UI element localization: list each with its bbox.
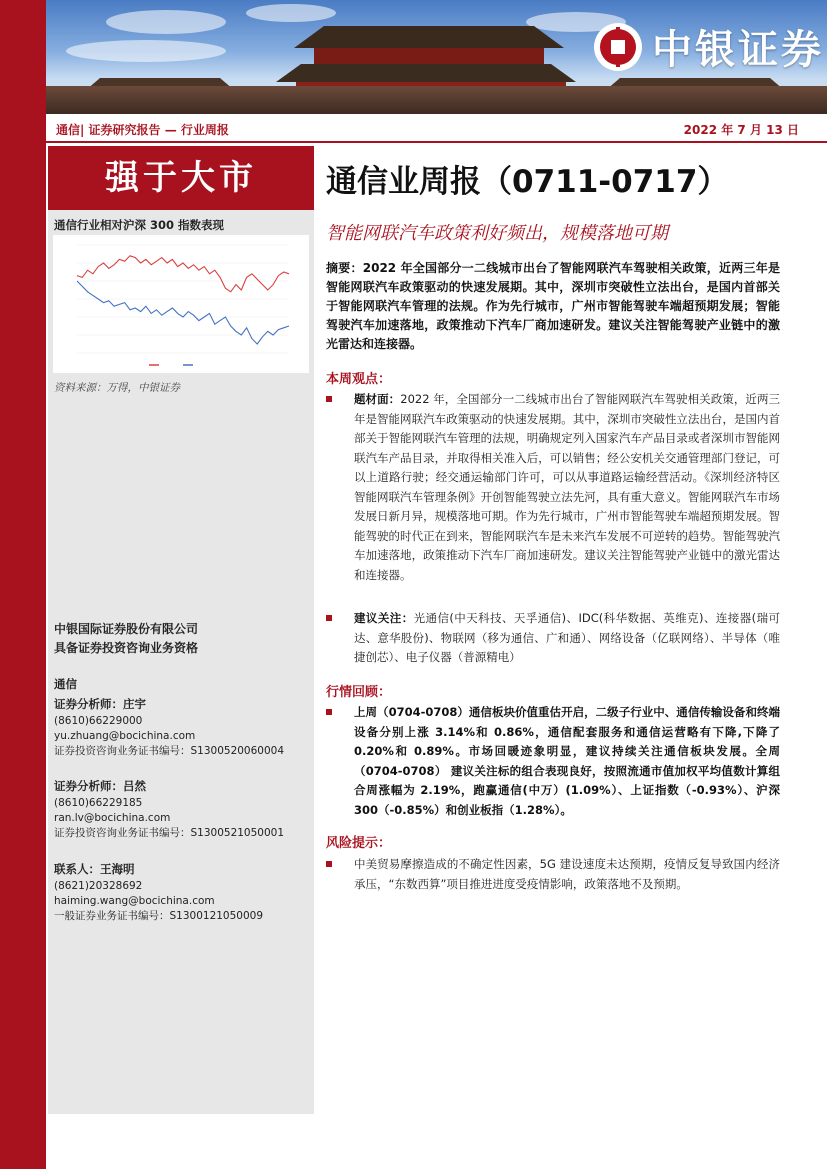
analyst-phone: (8610)66229000	[54, 715, 143, 727]
views-heading: 本周观点：	[326, 372, 392, 387]
contact-phone: (8621)20328692	[54, 880, 143, 892]
contact-cert: 一般证券业务证书编号：S1300121050009	[54, 910, 264, 922]
bullet-square-icon	[326, 861, 332, 867]
left-red-bar	[0, 0, 46, 1169]
rating-badge: 强于大市	[48, 146, 314, 210]
risk-body: 中美贸易摩擦造成的不确定性因素，5G 建设速度未达预期，疫情反复导致国内经济承压，“东数西算”项目推进进度受疫情影响，政策落地不及预期。	[354, 857, 780, 891]
performance-chart	[53, 235, 309, 373]
report-summary: 摘要：2022 年全国部分一二线城市出台了智能网联汽车驾驶相关政策，近两三年是智能网联汽车政策驱动的快速发展期。其中，深圳市突破性立法出台，是国内首部关于智能网联汽车管理的法规。作为先行城市，广州市智能驾驶车端超预期发展；智能驾驶汽车加速落地，政策推动下汽车厂商加速研发。建议关注智能驾驶产业链中的激光雷达和连接器。	[326, 261, 780, 351]
analyst-card	[54, 779, 284, 841]
analyst-title: 证券分析师：吕然	[54, 779, 146, 793]
bullet-square-icon	[326, 709, 332, 715]
risk-item	[326, 855, 780, 894]
sector-label: 通信	[54, 677, 77, 691]
chart-title: 通信行业相对沪深 300 指数表现	[54, 218, 225, 232]
report-category: 通信| 证券研究报告 — 行业周报	[56, 123, 229, 137]
view-lead: 题材面：	[354, 392, 401, 406]
analyst-phone: (8610)66229185	[54, 797, 143, 809]
logo-text: 中银证券	[652, 27, 824, 73]
report-meta-bar	[46, 117, 827, 143]
view-item-recommend	[326, 609, 780, 668]
market-heading: 行情回顾：	[326, 685, 392, 700]
contact-title: 联系人：王海明	[54, 862, 135, 876]
chart-series-line-1	[77, 281, 289, 344]
market-review	[326, 703, 780, 820]
report-title: 通信业周报（0711-0717）	[326, 164, 729, 200]
view-item-theme	[326, 390, 780, 585]
boc-logo-icon	[594, 23, 642, 71]
bullet-square-icon	[326, 396, 332, 402]
analyst-card	[54, 697, 284, 759]
market-body: 上周（0704-0708）通信板块价值重估开启，二级子行业中、通信传输设备和终端设备分别上涨 3.14%和 0.86%，通信配套服务和通信运营略有下降,下降了 0.20%和 0.89%。市场回暖迹象明显，建议持续关注通信板块发展。全周（0704-0708） 建议关注标的组合表现良好，按照流通市值加权平均值数计算组合周涨幅为 2.19%，跑赢通信(中万）(1.09%）、上证指数（-0.93%）、沪深 300（-0.85%）和创业板指（1.28%）。	[354, 705, 780, 817]
view-body: 2022 年，全国部分一二线城市出台了智能网联汽车驾驶相关政策，近两三年是智能网联汽车政策驱动的快速发展期。其中，深圳市突破性立法出台，是国内首部关于智能网联汽车管理的法规，明确规定列入国家汽车产品目录或者深圳市智能网联汽车产品目录，并取得相关准入后，可以销售；经公安机关交通管理部门登记，可以上道路行驶；经交通运输部门许可，可以从事道路运输经营活动。《深圳经济特区智能网联汽车管理条例》开创智能驾驶立法先河，具有重大意义。智能网联汽车市场发展日新月异，规模落地可期。作为先行城市，广州市智能驾驶车端超预期发展。智能驾驶的时代正在到来，智能网联汽车是未来汽车发展不可逆转的趋势。智能驾驶汽车加速落地，政策推动下汽车厂商加速研发。建议关注智能驾驶产业链中的激光雷达和连接器。	[354, 392, 781, 582]
analyst-email[interactable]: yu.zhuang@bocichina.com	[54, 730, 196, 742]
chart-source: 资料来源：万得，中银证券	[54, 382, 180, 394]
header-banner	[46, 0, 827, 114]
report-date: 2022 年 7 月 13 日	[683, 123, 799, 137]
analyst-email[interactable]: ran.lv@bocichina.com	[54, 812, 171, 824]
contact-card	[54, 862, 263, 924]
report-subtitle: 智能网联汽车政策利好频出，规模落地可期	[326, 223, 668, 244]
risk-heading: 风险提示：	[326, 836, 392, 851]
company-qualification: 具备证券投资咨询业务资格	[54, 641, 199, 655]
analyst-cert: 证券投资咨询业务证书编号：S1300520060004	[54, 745, 285, 757]
boc-securities-logo	[594, 18, 824, 75]
analyst-title: 证券分析师：庄宇	[54, 697, 146, 711]
view-body: 光通信(中天科技、天孚通信)、IDC(科华数据、英维克)、连接器(瑞可达、意华股份)、物联网（移为通信、广和通）、网络设备（亿联网络）、半导体（唯捷创芯）、电子仪器（普源精电）	[354, 611, 780, 664]
view-lead: 建议关注：	[354, 611, 414, 625]
analyst-cert: 证券投资咨询业务证书编号：S1300521050001	[54, 827, 285, 839]
company-name: 中银国际证券股份有限公司	[54, 622, 199, 636]
chart-series-line-0	[77, 256, 289, 292]
company-info	[54, 620, 198, 658]
performance-chart-svg	[53, 235, 309, 373]
contact-email[interactable]: haiming.wang@bocichina.com	[54, 895, 215, 907]
bullet-square-icon	[326, 615, 332, 621]
